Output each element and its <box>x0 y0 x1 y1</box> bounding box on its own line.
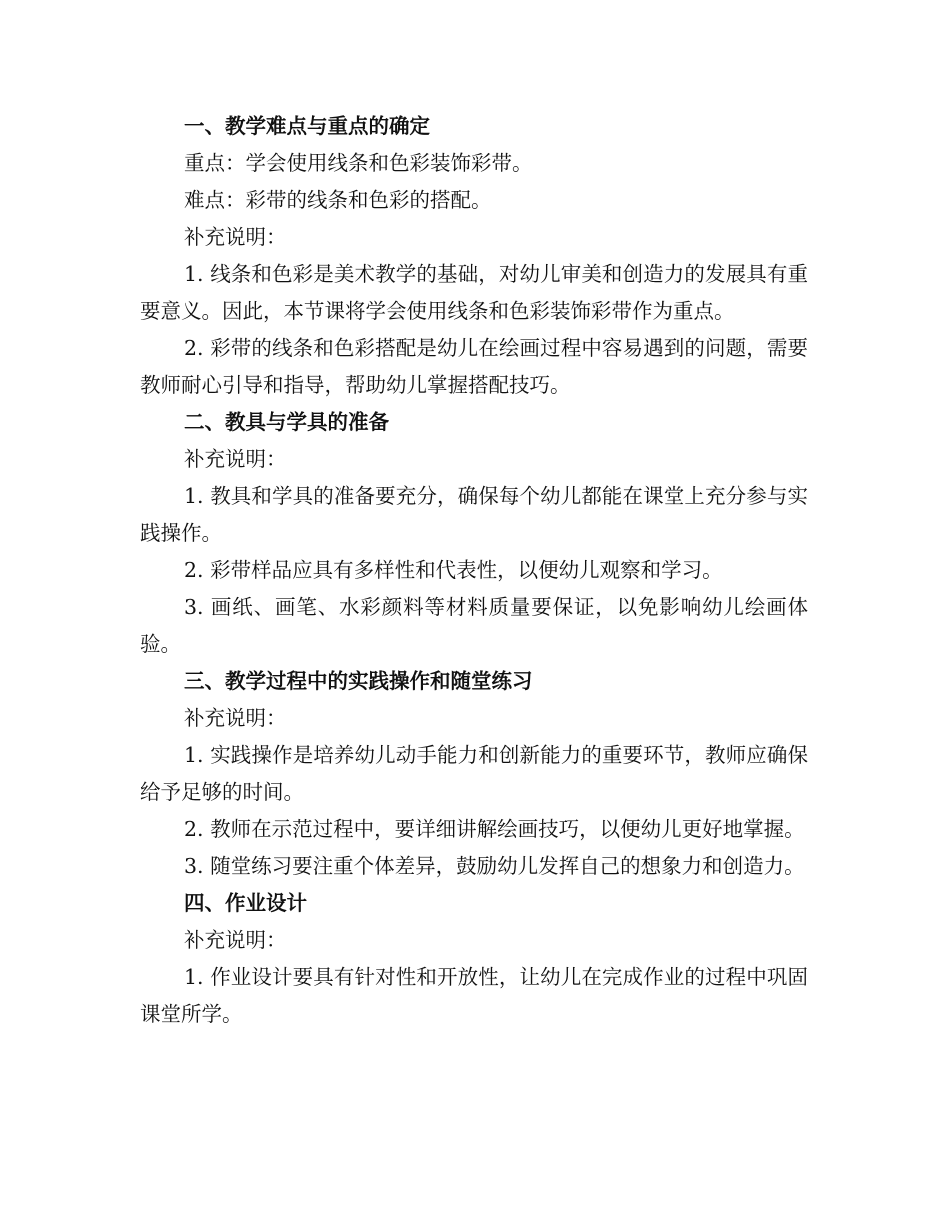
document-body <box>140 108 808 1033</box>
section-heading: 二、教具与学具的准备 <box>184 410 389 434</box>
paragraph: 2. 彩带的线条和色彩搭配是幼儿在绘画过程中容易遇到的问题，需要教师耐心引导和指导，帮助幼儿掌握搭配技巧。 <box>140 336 808 397</box>
paragraph: 2. 彩带样品应具有多样性和代表性，以便幼儿观察和学习。 <box>184 558 723 582</box>
paragraph: 补充说明： <box>184 928 287 952</box>
paragraph: 难点：彩带的线条和色彩的搭配。 <box>184 188 492 212</box>
section-heading: 三、教学过程中的实践操作和随堂练习 <box>184 669 533 693</box>
paragraph: 3. 随堂练习要注重个体差异，鼓励幼儿发挥自己的想象力和创造力。 <box>184 854 805 878</box>
section-practice-exercises <box>140 663 808 885</box>
paragraph: 1. 实践操作是培养幼儿动手能力和创新能力的重要环节，教师应确保给予足够的时间。 <box>140 743 808 804</box>
paragraph: 3. 画纸、画笔、水彩颜料等材料质量要保证，以免影响幼儿绘画体验。 <box>140 595 808 656</box>
paragraph: 1. 线条和色彩是美术教学的基础，对幼儿审美和创造力的发展具有重要意义。因此，本节课将学会使用线条和色彩装饰彩带作为重点。 <box>140 262 808 323</box>
paragraph: 2. 教师在示范过程中，要详细讲解绘画技巧，以便幼儿更好地掌握。 <box>184 817 805 841</box>
section-teaching-tools <box>140 404 808 663</box>
paragraph: 1. 作业设计要具有针对性和开放性，让幼儿在完成作业的过程中巩固课堂所学。 <box>140 965 808 1026</box>
paragraph: 补充说明： <box>184 447 287 471</box>
paragraph: 补充说明： <box>184 225 287 249</box>
section-heading: 一、教学难点与重点的确定 <box>184 114 430 138</box>
section-heading: 四、作业设计 <box>184 891 307 915</box>
paragraph: 补充说明： <box>184 706 287 730</box>
section-difficulty-key-points <box>140 108 808 404</box>
section-homework-design <box>140 885 808 1033</box>
paragraph: 1. 教具和学具的准备要充分，确保每个幼儿都能在课堂上充分参与实践操作。 <box>140 484 808 545</box>
paragraph: 重点：学会使用线条和色彩装饰彩带。 <box>184 151 533 175</box>
